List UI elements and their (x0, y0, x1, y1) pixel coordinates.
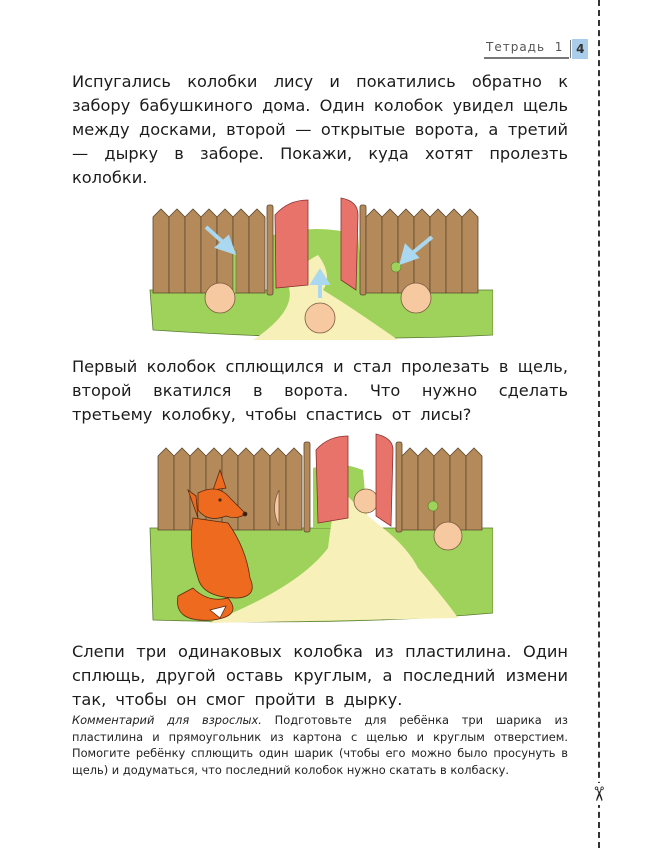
task-paragraph-3: Слепи три одинаковых колобка из пластилина. Один сплющь, другой оставь круглым, а последний измени так, чтобы он смог пройти в дырку. (72, 642, 568, 709)
adult-comment-text: Подготовьте для ребёнка три шарика из пластилина и прямоугольник из картона с щелью и круглым отверстием. Помогите ребёнку сплющить один шарик (чтобы его можно было просунуть в щель) и додуматься, что последний колобок нужно скатать в колбаску. (72, 713, 568, 777)
cut-line (598, 0, 600, 848)
header-divider (570, 40, 571, 58)
page-number: 4 (572, 39, 588, 59)
notebook-title: Тетрадь (486, 40, 546, 54)
notebook-label (484, 39, 569, 59)
gate-right (376, 434, 393, 526)
scissors-icon: ✂ (585, 783, 613, 805)
gate-right (341, 198, 358, 290)
illustration-fox-fence (148, 428, 493, 623)
task-paragraph-1: Испугались колобки лису и покатились обратно к забору бабушкиного дома. Один колобок увидел щель между досками, второй — открытые ворота, а третий — дырку в заборе. Покажи, куда хотят пролезть колобки. (72, 72, 568, 187)
adult-comment (72, 712, 568, 778)
illustration-fence-gate (148, 195, 493, 340)
fence-left (158, 442, 310, 532)
fence-left (153, 205, 273, 295)
notebook-number: 1 (554, 40, 564, 54)
gate-left (275, 200, 308, 288)
task-paragraph-2: Первый колобок сплющился и стал пролезать в щель, второй вкатился в ворота. Что нужно сделать третьему колобку, чтобы спастись от лисы? (72, 357, 568, 424)
page-header (484, 38, 588, 60)
fence-right (396, 442, 482, 532)
gate-left (316, 436, 348, 523)
adult-comment-label: Комментарий для взрослых. (72, 713, 262, 727)
